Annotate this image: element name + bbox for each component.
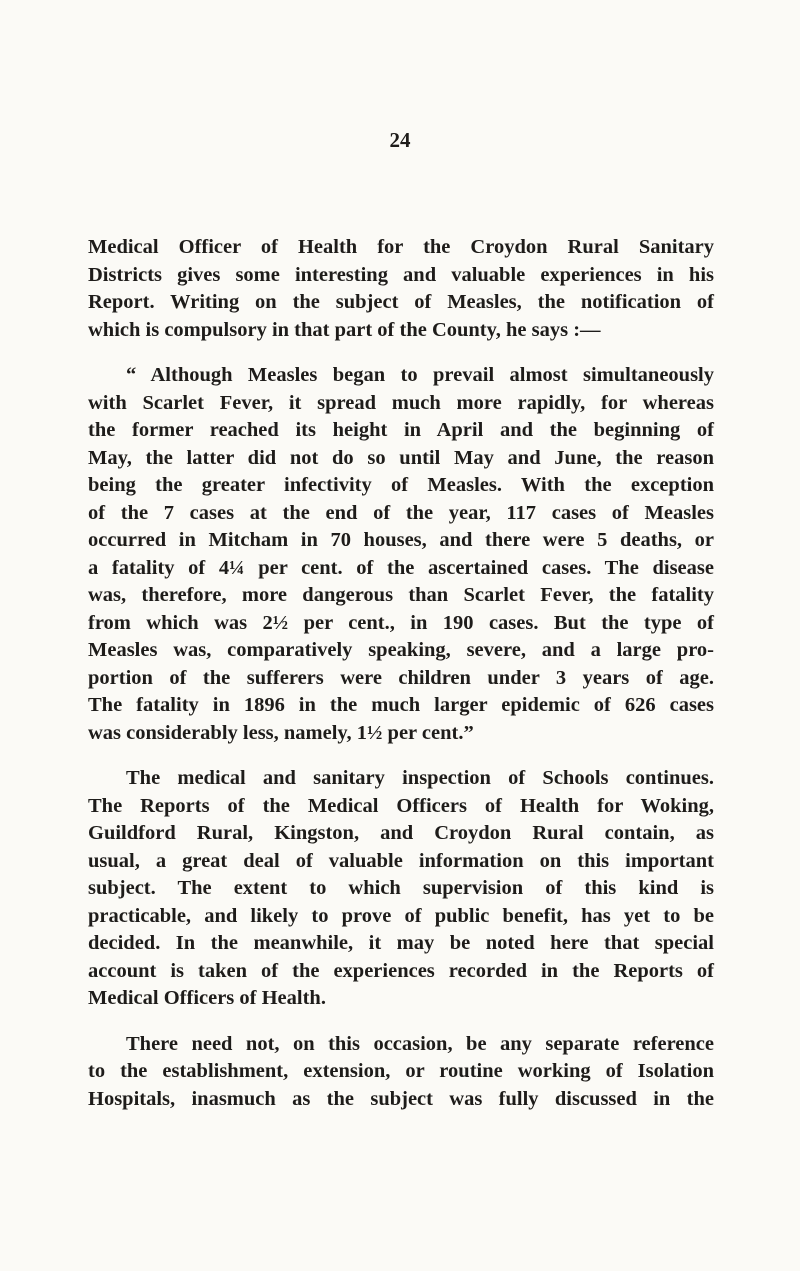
text-line: being the greater infectivity of Measles. With the exception <box>88 474 714 496</box>
document-body <box>88 234 714 1131</box>
text-line: May, the latter did not do so until May and June, the reason <box>88 446 714 469</box>
text-line: usual, a great deal of valuable information on this important <box>88 849 714 872</box>
text-line: There need not, on this occasion, be any separate reference <box>126 1032 714 1055</box>
paragraph <box>88 362 714 747</box>
text-line: Medical Officers of Health. <box>88 987 326 1009</box>
text-line: decided. In the meanwhile, it may be noted here that special <box>88 932 714 954</box>
page-number: 24 <box>389 128 411 152</box>
paragraph <box>88 1031 714 1114</box>
text-line: portion of the sufferers were children under 3 years of age. <box>88 666 714 689</box>
text-line: The medical and sanitary inspection of Schools continues. <box>126 767 714 789</box>
paragraph <box>88 234 714 344</box>
text-line: Measles was, comparatively speaking, severe, and a large pro- <box>88 639 714 661</box>
paragraph <box>88 765 714 1013</box>
text-line: Medical Officer of Health for the Croydon Rural Sanitary <box>88 236 714 258</box>
text-line: “ Although Measles began to prevail almost simultaneously <box>126 364 714 386</box>
text-line: was, therefore, more dangerous than Scarlet Fever, the fatality <box>88 584 714 606</box>
text-line: account is taken of the experiences recorded in the Reports of <box>88 959 714 982</box>
text-line: Hospitals, inasmuch as the subject was fully discussed in the <box>88 1087 714 1110</box>
text-line: Districts gives some interesting and valuable experiences in his <box>88 263 714 286</box>
text-line: to the establishment, extension, or routine working of Isolation <box>88 1060 714 1082</box>
text-line: subject. The extent to which supervision of this kind is <box>88 877 714 899</box>
text-line: which is compulsory in that part of the County, he says :— <box>88 318 601 341</box>
text-line: from which was 2½ per cent., in 190 cases. But the type of <box>88 611 714 634</box>
text-line: Report. Writing on the subject of Measles, the notification of <box>88 291 714 313</box>
text-line: occurred in Mitcham in 70 houses, and there were 5 deaths, or <box>88 529 714 551</box>
text-line: practicable, and likely to prove of public benefit, has yet to be <box>88 904 714 927</box>
text-line: the former reached its height in April and the beginning of <box>88 419 714 441</box>
text-line: The fatality in 1896 in the much larger epidemic of 626 cases <box>88 694 714 716</box>
text-line: The Reports of the Medical Officers of Health for Woking, <box>88 794 714 817</box>
text-line: a fatality of 4¼ per cent. of the ascertained cases. The disease <box>88 556 714 579</box>
text-line: was considerably less, namely, 1½ per cent.” <box>88 721 474 744</box>
text-line: Guildford Rural, Kingston, and Croydon Rural contain, as <box>88 822 714 844</box>
text-line: of the 7 cases at the end of the year, 117 cases of Measles <box>88 501 714 524</box>
text-line: with Scarlet Fever, it spread much more rapidly, for whereas <box>88 391 714 414</box>
